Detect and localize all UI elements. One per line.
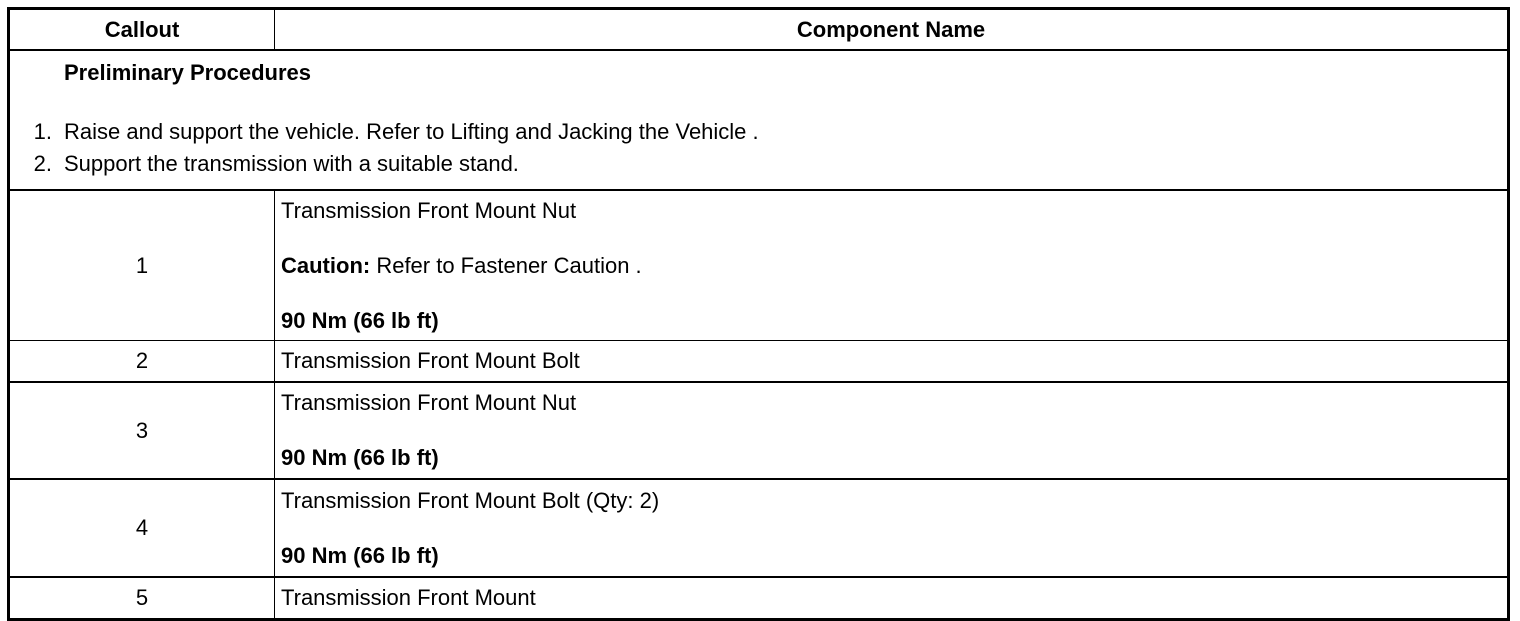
component-name: Transmission Front Mount Bolt (Qty: 2) [281, 487, 660, 513]
step-text: Support the transmission with a suitable stand. [64, 151, 519, 176]
header-callout: Callout [9, 9, 275, 51]
component-cell [275, 382, 1509, 479]
torque-spec: 90 Nm (66 lb ft) [281, 445, 439, 470]
component-cell [275, 577, 1509, 620]
header-component-name: Component Name [275, 9, 1509, 51]
callout-cell: 3 [9, 382, 275, 479]
torque-spec: 90 Nm (66 lb ft) [281, 542, 439, 568]
header-row [9, 9, 1509, 51]
preliminary-steps [10, 116, 1507, 180]
component-name: Transmission Front Mount Bolt [281, 348, 580, 373]
component-cell [275, 341, 1509, 383]
component-cell [275, 190, 1509, 341]
preliminary-procedures [9, 50, 1509, 190]
component-table [7, 7, 1510, 621]
callout-cell: 5 [9, 577, 275, 620]
component-cell [275, 479, 1509, 577]
component-name: Transmission Front Mount Nut [281, 197, 577, 223]
callout-cell: 2 [9, 341, 275, 383]
table-row [9, 577, 1509, 620]
preliminary-row [9, 50, 1509, 190]
table-row [9, 382, 1509, 479]
table-row [9, 341, 1509, 383]
component-name: Transmission Front Mount [281, 585, 536, 610]
caution-label: Caution: [281, 252, 371, 278]
torque-spec: 90 Nm (66 lb ft) [281, 307, 439, 333]
callout-cell: 1 [9, 190, 275, 341]
step-item [10, 148, 1507, 180]
preliminary-title: Preliminary Procedures [64, 60, 312, 85]
table-row [9, 479, 1509, 577]
table-row [9, 190, 1509, 341]
caution-text: Refer to Fastener Caution . [370, 252, 642, 278]
component-name: Transmission Front Mount Nut [281, 390, 577, 415]
step-item [10, 116, 1507, 148]
caution-line [281, 254, 1507, 278]
callout-cell: 4 [9, 479, 275, 577]
step-number: 2. [33, 151, 52, 176]
step-text: Raise and support the vehicle. Refer to Lifting and Jacking the Vehicle . [64, 119, 759, 144]
step-number: 1. [33, 119, 52, 144]
